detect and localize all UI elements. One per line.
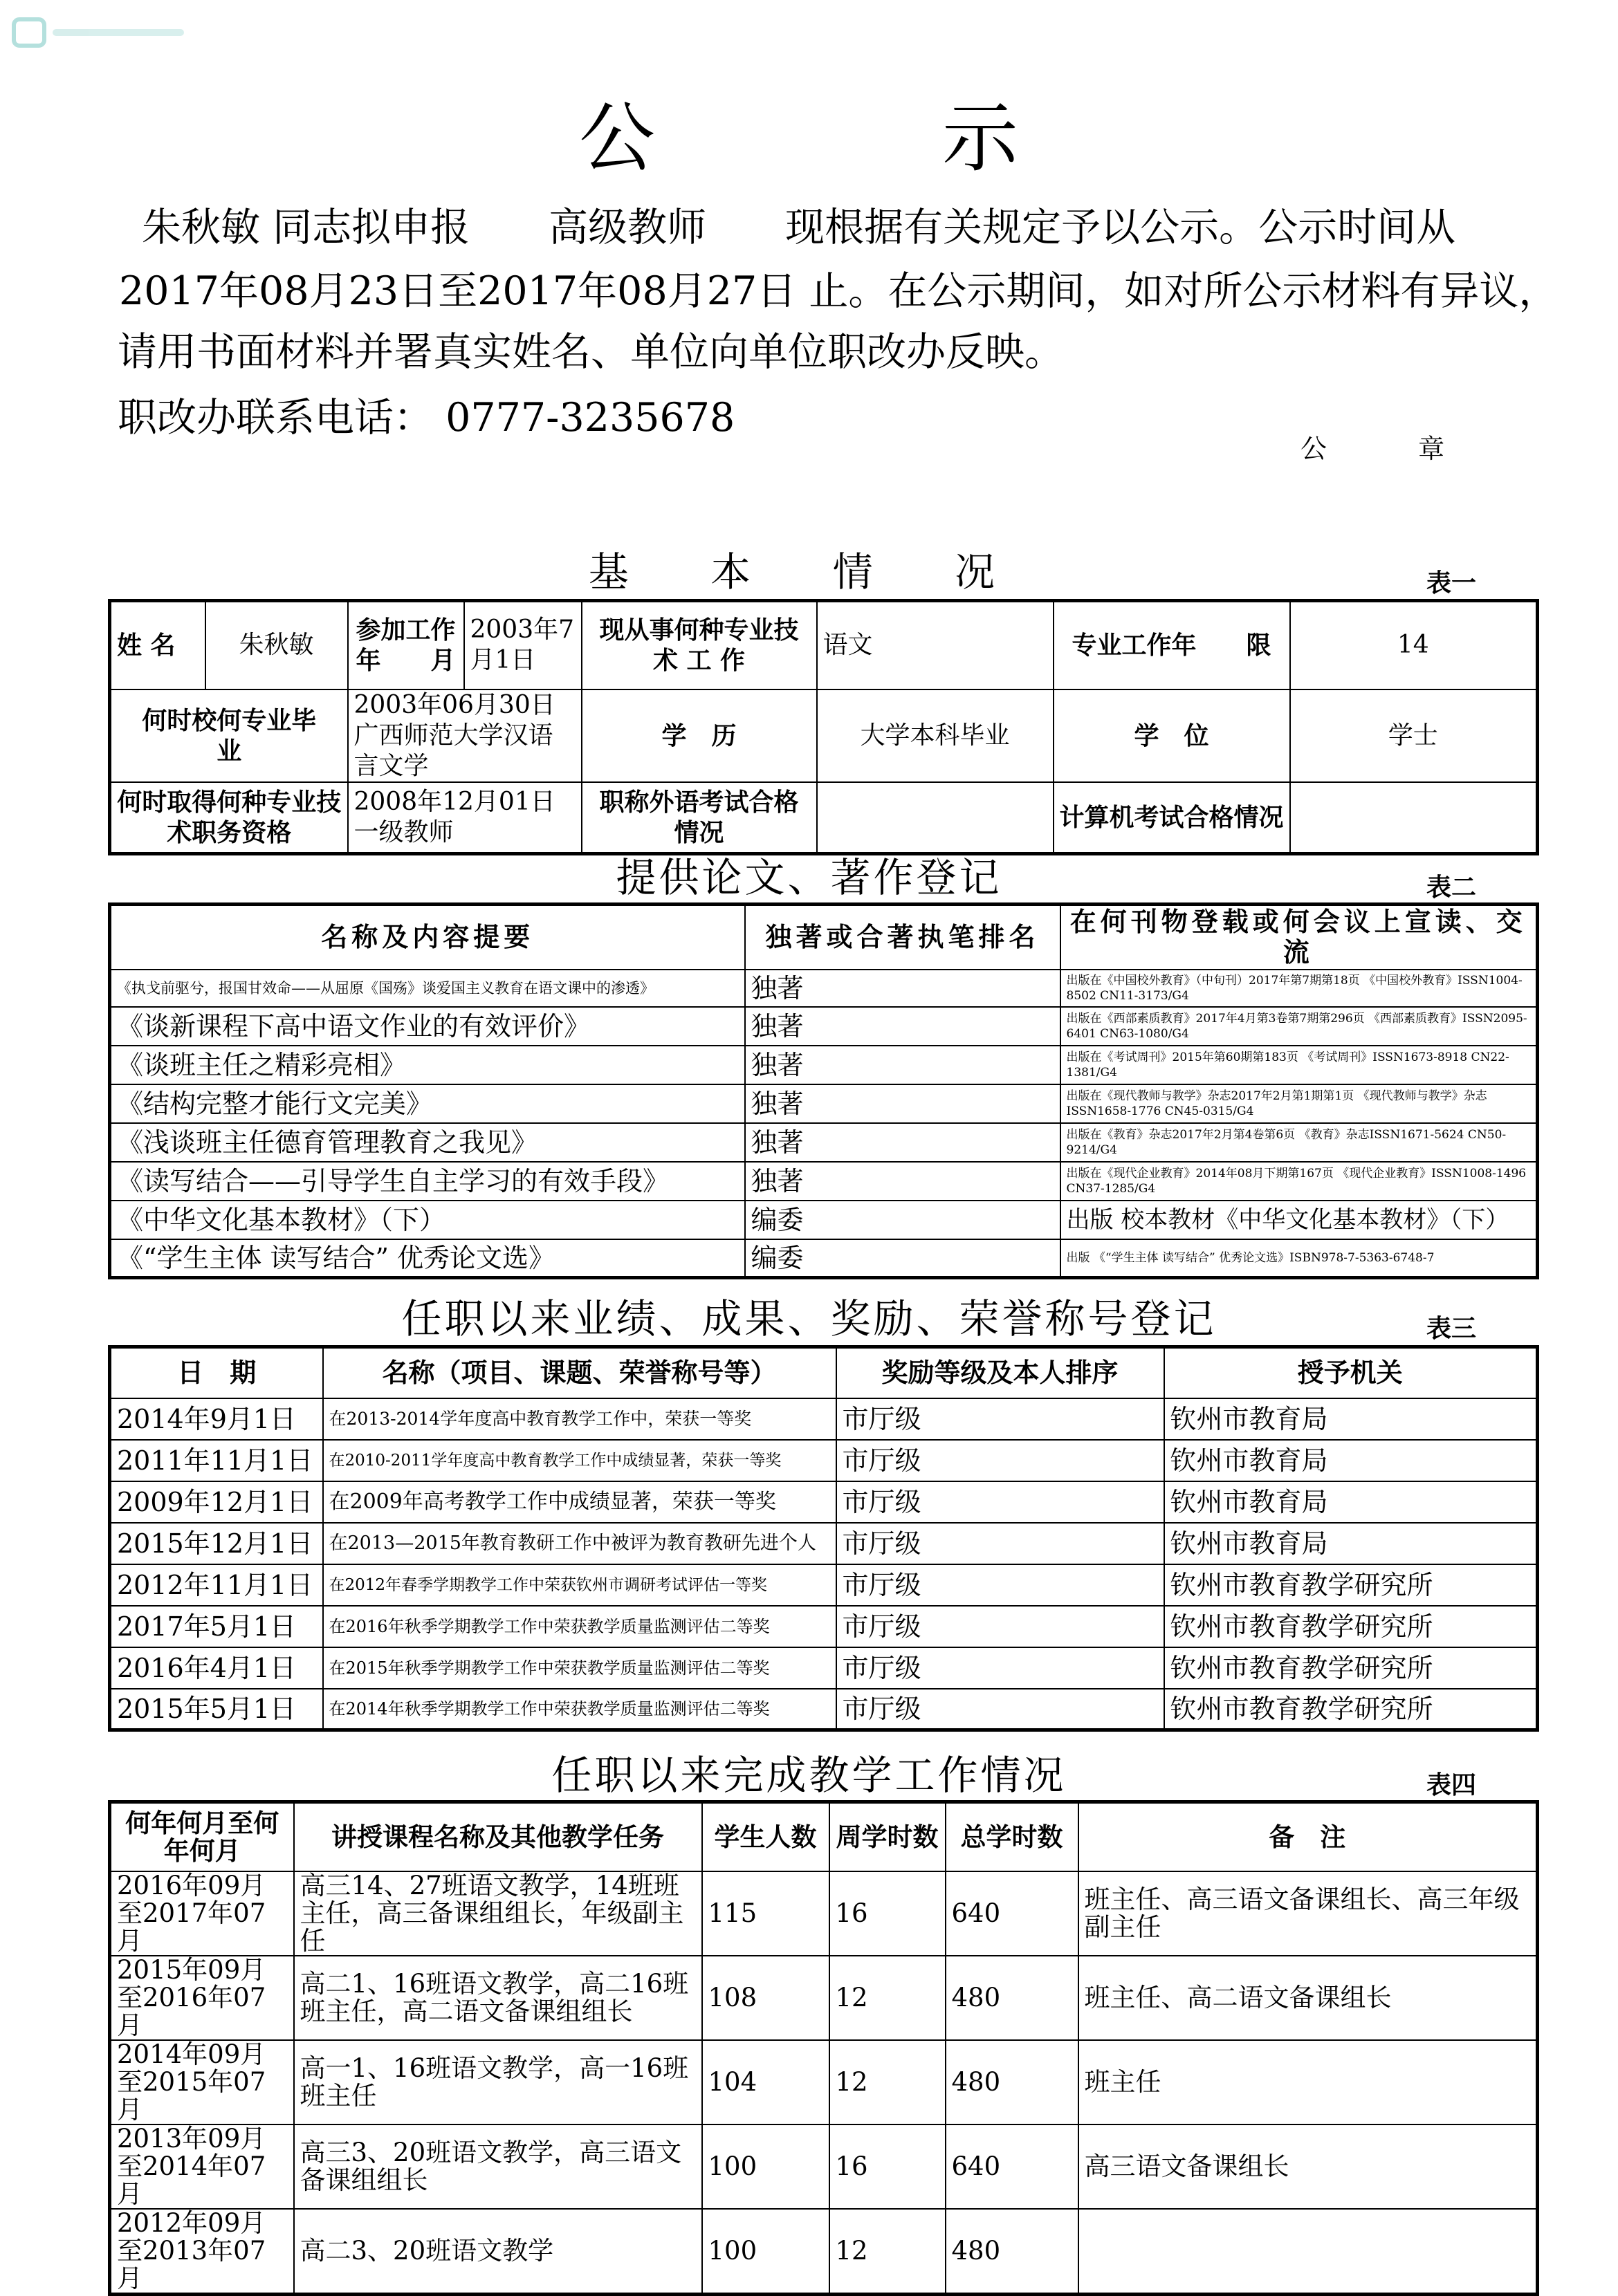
teaching-course: 高二3、20班语文教学 bbox=[294, 2209, 702, 2295]
teaching-total-hours: 640 bbox=[946, 2124, 1078, 2209]
award-date: 2012年11月1日 bbox=[110, 1564, 323, 1606]
section-title-papers: 提供论文、著作登记 bbox=[616, 854, 1002, 901]
teaching-period: 2015年09月至2016年07月 bbox=[110, 1956, 294, 2040]
table-tag-3: 表三 bbox=[1426, 1314, 1477, 1343]
awards-header-date: 日 期 bbox=[110, 1347, 323, 1398]
paper-rank: 编委 bbox=[745, 1239, 1060, 1278]
section-title-awards: 任职以来业绩、成果、奖励、荣誉称号登记 bbox=[401, 1295, 1217, 1342]
official-seal-label: 公 章 bbox=[1300, 434, 1487, 464]
value-computer-exam bbox=[1290, 782, 1538, 854]
teaching-header-course: 讲授课程名称及其他教学任务 bbox=[294, 1802, 702, 1871]
teaching-period: 2013年09月至2014年07月 bbox=[110, 2124, 294, 2209]
paper-publication: 出版在《现代教师与教学》杂志2017年2月第1期第1页 《现代教师与教学》杂志ISSN1658-1776 CN45-0315/G4 bbox=[1060, 1084, 1538, 1123]
award-org: 钦州市教育局 bbox=[1164, 1523, 1538, 1564]
award-level: 市厅级 bbox=[836, 1398, 1164, 1440]
teaching-note bbox=[1078, 2209, 1538, 2295]
papers-header-rank: 独著或合著执笔排名 bbox=[745, 905, 1060, 970]
award-level: 市厅级 bbox=[836, 1606, 1164, 1647]
awards-header-org: 授予机关 bbox=[1164, 1347, 1538, 1398]
paper-name: 《谈班主任之精彩亮相》 bbox=[110, 1046, 745, 1084]
value-education: 大学本科毕业 bbox=[817, 689, 1054, 782]
paper-name: 《中华文化基本教材》（下） bbox=[110, 1201, 745, 1239]
teaching-total-hours: 640 bbox=[946, 1871, 1078, 1956]
teaching-weekly-hours: 12 bbox=[829, 2040, 946, 2124]
teaching-header-total-hours: 总学时数 bbox=[946, 1802, 1078, 1871]
label-foreign-language-exam: 职称外语考试合格情况 bbox=[582, 782, 817, 854]
paper-name: 《浅谈班主任德育管理教育之我见》 bbox=[110, 1123, 745, 1162]
teaching-weekly-hours: 16 bbox=[829, 2124, 946, 2209]
award-name: 在2013—2015年教育教研工作中被评为教育教研先进个人 bbox=[323, 1523, 836, 1564]
label-years: 专业工作年 限 bbox=[1054, 601, 1290, 689]
papers-header-name: 名称及内容提要 bbox=[110, 905, 745, 970]
award-org: 钦州市教育教学研究所 bbox=[1164, 1647, 1538, 1689]
teaching-note: 班主任、高三语文备课组长、高三年级副主任 bbox=[1078, 1871, 1538, 1956]
award-org: 钦州市教育教学研究所 bbox=[1164, 1606, 1538, 1647]
paper-name: 《执戈前驱兮，报国甘效命——从屈原《国殇》谈爱国主义教育在语文课中的渗透》 bbox=[110, 970, 745, 1007]
paper-publication: 出版在《考试周刊》2015年第60期第183页 《考试周刊》ISSN1673-8918 CN22-1381/G4 bbox=[1060, 1046, 1538, 1084]
teaching-period: 2012年09月至2013年07月 bbox=[110, 2209, 294, 2295]
paper-publication: 出版在《现代企业教育》2014年08月下期第167页 《现代企业教育》ISSN1008-1496 CN37-1285/G4 bbox=[1060, 1162, 1538, 1201]
teaching-period: 2016年09月至2017年07月 bbox=[110, 1871, 294, 1956]
award-date: 2015年12月1日 bbox=[110, 1523, 323, 1564]
teaching-students: 100 bbox=[702, 2124, 829, 2209]
paper-publication: 出版 校本教材《中华文化基本教材》（下） bbox=[1060, 1201, 1538, 1239]
label-current-major: 现从事何种专业技 术 工 作 bbox=[582, 601, 817, 689]
basic-info-table bbox=[108, 599, 1539, 855]
award-date: 2015年5月1日 bbox=[110, 1689, 323, 1730]
table-tag-2: 表二 bbox=[1426, 873, 1477, 902]
teaching-period: 2014年09月至2015年07月 bbox=[110, 2040, 294, 2124]
notice-title: 公 示 bbox=[579, 94, 1150, 183]
value-current-major: 语文 bbox=[817, 601, 1054, 689]
teaching-students: 108 bbox=[702, 1956, 829, 2040]
paper-name: 《结构完整才能行文完美》 bbox=[110, 1084, 745, 1123]
award-level: 市厅级 bbox=[836, 1481, 1164, 1523]
award-name: 在2012年春季学期教学工作中荣获钦州市调研考试评估一等奖 bbox=[323, 1564, 836, 1606]
teaching-course: 高三14、27班语文教学，14班班主任，高三备课组组长，年级副主任 bbox=[294, 1871, 702, 1956]
award-level: 市厅级 bbox=[836, 1564, 1164, 1606]
teaching-note: 班主任 bbox=[1078, 2040, 1538, 2124]
notice-line-1: 朱秋敏 同志拟申报 高级教师 现根据有关规定予以公示。公示时间从 bbox=[142, 205, 1456, 250]
teaching-header-weekly-hours: 周学时数 bbox=[829, 1802, 946, 1871]
teaching-header-students: 学生人数 bbox=[702, 1802, 829, 1871]
label-name: 姓 名 bbox=[110, 601, 205, 689]
label-graduation: 何时校何专业毕 业 bbox=[110, 689, 348, 782]
paper-publication: 出版在《教育》杂志2017年2月第4卷第6页 《教育》杂志ISSN1671-5624 CN50-9214/G4 bbox=[1060, 1123, 1538, 1162]
award-date: 2017年5月1日 bbox=[110, 1606, 323, 1647]
award-level: 市厅级 bbox=[836, 1440, 1164, 1481]
value-qualification: 2008年12月01日一级教师 bbox=[348, 782, 582, 854]
label-degree: 学 位 bbox=[1054, 689, 1290, 782]
teaching-total-hours: 480 bbox=[946, 2040, 1078, 2124]
teaching-header-notes: 备 注 bbox=[1078, 1802, 1538, 1871]
notice-line-2: 2017年08月23日至2017年08月27日 止。在公示期间，如对所公示材料有异议， bbox=[119, 268, 1559, 314]
award-org: 钦州市教育教学研究所 bbox=[1164, 1564, 1538, 1606]
value-foreign-language-exam bbox=[817, 782, 1054, 854]
awards-table bbox=[108, 1345, 1539, 1732]
award-org: 钦州市教育教学研究所 bbox=[1164, 1689, 1538, 1730]
award-level: 市厅级 bbox=[836, 1689, 1164, 1730]
teaching-total-hours: 480 bbox=[946, 1956, 1078, 2040]
paper-rank: 独著 bbox=[745, 970, 1060, 1007]
award-level: 市厅级 bbox=[836, 1523, 1164, 1564]
section-title-teaching: 任职以来完成教学工作情况 bbox=[551, 1752, 1067, 1799]
paper-publication: 出版在《西部素质教育》2017年4月第3卷第7期第296页 《西部素质教育》ISSN2095-6401 CN63-1080/G4 bbox=[1060, 1007, 1538, 1046]
award-level: 市厅级 bbox=[836, 1647, 1164, 1689]
label-education: 学 历 bbox=[582, 689, 817, 782]
award-name: 在2014年秋季学期教学工作中荣获教学质量监测评估二等奖 bbox=[323, 1689, 836, 1730]
teaching-table bbox=[108, 1800, 1539, 2296]
value-degree: 学士 bbox=[1290, 689, 1538, 782]
teaching-students: 115 bbox=[702, 1871, 829, 1956]
paper-rank: 独著 bbox=[745, 1007, 1060, 1046]
award-name: 在2009年高考教学工作中成绩显著，荣获一等奖 bbox=[323, 1481, 836, 1523]
teaching-course: 高三3、20班语文教学，高三语文备课组组长 bbox=[294, 2124, 702, 2209]
teaching-weekly-hours: 12 bbox=[829, 2209, 946, 2295]
award-date: 2014年9月1日 bbox=[110, 1398, 323, 1440]
teaching-note: 班主任、高二语文备课组长 bbox=[1078, 1956, 1538, 2040]
paper-name: 《“学生主体 读写结合” 优秀论文选》 bbox=[110, 1239, 745, 1278]
award-org: 钦州市教育局 bbox=[1164, 1481, 1538, 1523]
teaching-students: 104 bbox=[702, 2040, 829, 2124]
teaching-weekly-hours: 12 bbox=[829, 1956, 946, 2040]
teaching-total-hours: 480 bbox=[946, 2209, 1078, 2295]
awards-header-name: 名称（项目、课题、荣誉称号等） bbox=[323, 1347, 836, 1398]
teaching-weekly-hours: 16 bbox=[829, 1871, 946, 1956]
value-work-start: 2003年7月1日 bbox=[464, 601, 582, 689]
paper-rank: 独著 bbox=[745, 1123, 1060, 1162]
teaching-header-period: 何年何月至何年何月 bbox=[110, 1802, 294, 1871]
notice-line-3: 请用书面材料并署真实姓名、单位向单位职改办反映。 bbox=[118, 329, 1064, 375]
notice-phone: 职改办联系电话： 0777-3235678 bbox=[118, 395, 735, 441]
teaching-note: 高三语文备课组长 bbox=[1078, 2124, 1538, 2209]
award-date: 2016年4月1日 bbox=[110, 1647, 323, 1689]
section-title-basic: 基 本 情 况 bbox=[588, 548, 1030, 595]
label-computer-exam: 计算机考试合格情况 bbox=[1054, 782, 1290, 854]
paper-publication: 出版在《中国校外教育》（中旬刊）2017年第7期第18页 《中国校外教育》ISSN1004-8502 CN11-3173/G4 bbox=[1060, 970, 1538, 1007]
teaching-students: 100 bbox=[702, 2209, 829, 2295]
value-name: 朱秋敏 bbox=[205, 601, 348, 689]
paper-name: 《谈新课程下高中语文作业的有效评价》 bbox=[110, 1007, 745, 1046]
teaching-course: 高一1、16班语文教学，高一16班班主任 bbox=[294, 2040, 702, 2124]
award-date: 2011年11月1日 bbox=[110, 1440, 323, 1481]
award-name: 在2016年秋季学期教学工作中荣获教学质量监测评估二等奖 bbox=[323, 1606, 836, 1647]
value-years: 14 bbox=[1290, 601, 1538, 689]
award-name: 在2015年秋季学期教学工作中荣获教学质量监测评估二等奖 bbox=[323, 1647, 836, 1689]
paper-rank: 独著 bbox=[745, 1162, 1060, 1201]
paper-rank: 独著 bbox=[745, 1046, 1060, 1084]
paper-publication: 出版 《“学生主体 读写结合” 优秀论文选》ISBN978-7-5363-6748-7 bbox=[1060, 1239, 1538, 1278]
label-work-start: 参加工作年 月 bbox=[348, 601, 464, 689]
paper-rank: 编委 bbox=[745, 1201, 1060, 1239]
papers-table bbox=[108, 902, 1539, 1279]
paper-rank: 独著 bbox=[745, 1084, 1060, 1123]
paper-name: 《读写结合——引导学生自主学习的有效手段》 bbox=[110, 1162, 745, 1201]
award-date: 2009年12月1日 bbox=[110, 1481, 323, 1523]
logo-watermark-icon bbox=[12, 15, 192, 50]
awards-header-level: 奖励等级及本人排序 bbox=[836, 1347, 1164, 1398]
teaching-course: 高二1、16班语文教学，高二16班班主任，高二语文备课组组长 bbox=[294, 1956, 702, 2040]
table-tag-1: 表一 bbox=[1426, 568, 1477, 598]
papers-header-publication: 在何刊物登载或何会议上宣读、交流 bbox=[1060, 905, 1538, 970]
label-qualification: 何时取得何种专业技术职务资格 bbox=[110, 782, 348, 854]
award-org: 钦州市教育局 bbox=[1164, 1398, 1538, 1440]
table-tag-4: 表四 bbox=[1426, 1770, 1477, 1799]
value-graduation: 2003年06月30日广西师范大学汉语言文学 bbox=[348, 689, 582, 782]
award-org: 钦州市教育局 bbox=[1164, 1440, 1538, 1481]
award-name: 在2013-2014学年度高中教育教学工作中，荣获一等奖 bbox=[323, 1398, 836, 1440]
award-name: 在2010-2011学年度高中教育教学工作中成绩显著，荣获一等奖 bbox=[323, 1440, 836, 1481]
